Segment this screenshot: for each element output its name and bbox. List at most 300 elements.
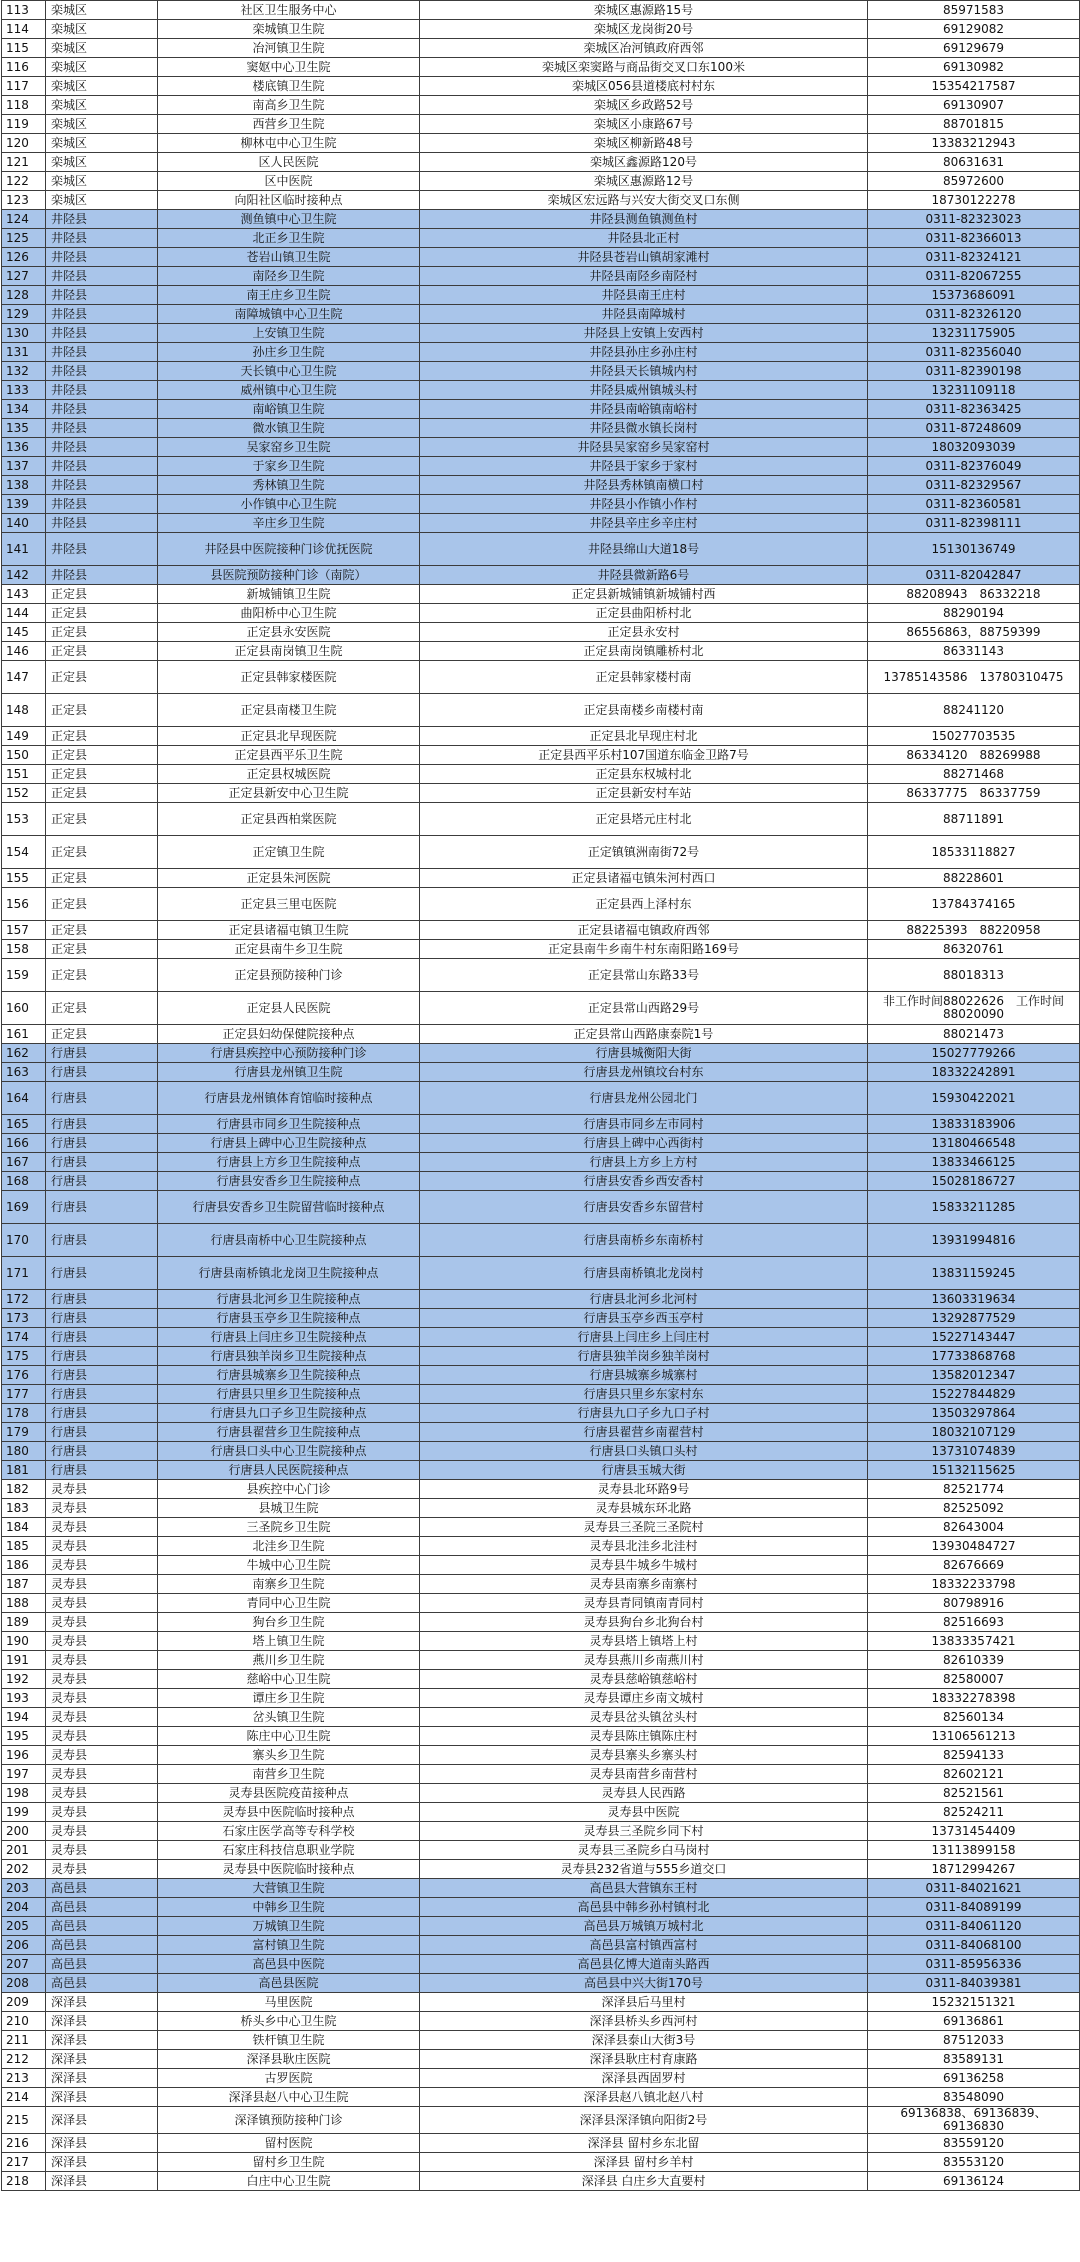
- row-number: 166: [2, 1134, 46, 1153]
- address-cell: 行唐县南桥乡东南桥村: [420, 1224, 868, 1257]
- address-cell: 行唐县城寨乡城寨村: [420, 1366, 868, 1385]
- address-cell: 正定县新城铺镇新城铺村西: [420, 585, 868, 604]
- table-row: [2, 2088, 1080, 2107]
- site-name-cell: 行唐县上闫庄乡卫生院接种点: [158, 1328, 420, 1347]
- table-row: [2, 286, 1080, 305]
- row-number: 128: [2, 286, 46, 305]
- row-number: 176: [2, 1366, 46, 1385]
- row-number: 151: [2, 765, 46, 784]
- phone-cell: 0311-82067255: [868, 267, 1080, 286]
- site-name-cell: 正定镇卫生院: [158, 836, 420, 869]
- phone-cell: 88290194: [868, 604, 1080, 623]
- table-row: [2, 1461, 1080, 1480]
- site-name-cell: 行唐县龙州镇体育馆临时接种点: [158, 1082, 420, 1115]
- address-cell: 灵寿县青同镇南青同村: [420, 1594, 868, 1613]
- phone-cell: 13930484727: [868, 1537, 1080, 1556]
- phone-cell: 0311-82323023: [868, 210, 1080, 229]
- row-number: 190: [2, 1632, 46, 1651]
- row-number: 217: [2, 2153, 46, 2172]
- district-cell: 高邑县: [46, 1898, 158, 1917]
- row-number: 126: [2, 248, 46, 267]
- district-cell: 行唐县: [46, 1423, 158, 1442]
- address-cell: 井陉县辛庄乡辛庄村: [420, 514, 868, 533]
- phone-cell: 87512033: [868, 2031, 1080, 2050]
- district-cell: 深泽县: [46, 2031, 158, 2050]
- site-name-cell: 正定县永安医院: [158, 623, 420, 642]
- address-cell: 栾城区惠源路15号: [420, 1, 868, 20]
- phone-cell: 82602121: [868, 1765, 1080, 1784]
- site-name-cell: 深泽县耿庄医院: [158, 2050, 420, 2069]
- district-cell: 高邑县: [46, 1955, 158, 1974]
- phone-cell: 88241120: [868, 694, 1080, 727]
- district-cell: 灵寿县: [46, 1537, 158, 1556]
- row-number: 207: [2, 1955, 46, 1974]
- table-row: [2, 1423, 1080, 1442]
- row-number: 147: [2, 661, 46, 694]
- phone-cell: 0311-82326120: [868, 305, 1080, 324]
- table-row: [2, 604, 1080, 623]
- address-cell: 栾城区柳新路48号: [420, 134, 868, 153]
- table-row: [2, 2107, 1080, 2134]
- phone-cell: 80631631: [868, 153, 1080, 172]
- district-cell: 栾城区: [46, 172, 158, 191]
- site-name-cell: 深泽镇预防接种门诊: [158, 2107, 420, 2134]
- table-row: [2, 940, 1080, 959]
- site-name-cell: 行唐县人民医院接种点: [158, 1461, 420, 1480]
- district-cell: 灵寿县: [46, 1860, 158, 1879]
- district-cell: 行唐县: [46, 1309, 158, 1328]
- phone-cell: 69136838、69136839、69136830: [868, 2107, 1080, 2134]
- table-row: [2, 514, 1080, 533]
- row-number: 201: [2, 1841, 46, 1860]
- district-cell: 井陉县: [46, 229, 158, 248]
- site-name-cell: 上安镇卫生院: [158, 324, 420, 343]
- phone-cell: 69130982: [868, 58, 1080, 77]
- site-name-cell: 中韩乡卫生院: [158, 1898, 420, 1917]
- table-row: [2, 419, 1080, 438]
- site-name-cell: 北洼乡卫生院: [158, 1537, 420, 1556]
- address-cell: 井陉县微新路6号: [420, 566, 868, 585]
- address-cell: 深泽县赵八镇北赵八村: [420, 2088, 868, 2107]
- address-cell: 灵寿县北环路9号: [420, 1480, 868, 1499]
- address-cell: 行唐县口头镇口头村: [420, 1442, 868, 1461]
- site-name-cell: 万城镇卫生院: [158, 1917, 420, 1936]
- address-cell: 高邑县中韩乡孙村镇村北: [420, 1898, 868, 1917]
- site-name-cell: 苍岩山镇卫生院: [158, 248, 420, 267]
- row-number: 114: [2, 20, 46, 39]
- address-cell: 灵寿县北洼乡北洼村: [420, 1537, 868, 1556]
- table-row: [2, 96, 1080, 115]
- phone-cell: 69129082: [868, 20, 1080, 39]
- table-row: [2, 1224, 1080, 1257]
- phone-cell: 13731454409: [868, 1822, 1080, 1841]
- table-row: [2, 39, 1080, 58]
- table-row: [2, 1172, 1080, 1191]
- site-name-cell: 正定县新安中心卫生院: [158, 784, 420, 803]
- district-cell: 灵寿县: [46, 1784, 158, 1803]
- table-row: [2, 1651, 1080, 1670]
- site-name-cell: 寨头乡卫生院: [158, 1746, 420, 1765]
- district-cell: 栾城区: [46, 134, 158, 153]
- site-name-cell: 孙庄乡卫生院: [158, 343, 420, 362]
- site-name-cell: 井陉县中医院接种门诊优抚医院: [158, 533, 420, 566]
- address-cell: 行唐县市同乡左市同村: [420, 1115, 868, 1134]
- address-cell: 行唐县南桥镇北龙岗村: [420, 1257, 868, 1290]
- address-cell: 井陉县测鱼镇测鱼村: [420, 210, 868, 229]
- address-cell: 行唐县城衡阳大街: [420, 1044, 868, 1063]
- district-cell: 行唐县: [46, 1290, 158, 1309]
- site-name-cell: 灵寿县中医院临时接种点: [158, 1860, 420, 1879]
- address-cell: 高邑县中兴大街170号: [420, 1974, 868, 1993]
- site-name-cell: 慈峪中心卫生院: [158, 1670, 420, 1689]
- phone-cell: 非工作时间88022626 工作时间88020090: [868, 992, 1080, 1025]
- address-cell: 高邑县富村镇西富村: [420, 1936, 868, 1955]
- row-number: 183: [2, 1499, 46, 1518]
- phone-cell: 13292877529: [868, 1309, 1080, 1328]
- site-name-cell: 区人民医院: [158, 153, 420, 172]
- table-row: [2, 1556, 1080, 1575]
- table-row: [2, 746, 1080, 765]
- phone-cell: 80798916: [868, 1594, 1080, 1613]
- phone-cell: 88018313: [868, 959, 1080, 992]
- phone-cell: 69136124: [868, 2172, 1080, 2191]
- district-cell: 行唐县: [46, 1082, 158, 1115]
- table-row: [2, 457, 1080, 476]
- district-cell: 正定县: [46, 746, 158, 765]
- address-cell: 正定县西平乐村107国道东临金卫路7号: [420, 746, 868, 765]
- row-number: 210: [2, 2012, 46, 2031]
- phone-cell: 15132115625: [868, 1461, 1080, 1480]
- district-cell: 井陉县: [46, 419, 158, 438]
- phone-cell: 82594133: [868, 1746, 1080, 1765]
- phone-cell: 15373686091: [868, 286, 1080, 305]
- district-cell: 行唐县: [46, 1134, 158, 1153]
- address-cell: 灵寿县三圣院三圣院村: [420, 1518, 868, 1537]
- district-cell: 行唐县: [46, 1257, 158, 1290]
- address-cell: 井陉县天长镇城内村: [420, 362, 868, 381]
- table-row: [2, 1784, 1080, 1803]
- district-cell: 井陉县: [46, 210, 158, 229]
- table-row: [2, 1366, 1080, 1385]
- district-cell: 正定县: [46, 1025, 158, 1044]
- site-name-cell: 行唐县城寨乡卫生院接种点: [158, 1366, 420, 1385]
- row-number: 175: [2, 1347, 46, 1366]
- district-cell: 行唐县: [46, 1461, 158, 1480]
- phone-cell: 18712994267: [868, 1860, 1080, 1879]
- address-cell: 栾城区惠源路12号: [420, 172, 868, 191]
- row-number: 141: [2, 533, 46, 566]
- table-row: [2, 2153, 1080, 2172]
- phone-cell: 0311-82324121: [868, 248, 1080, 267]
- table-row: [2, 2050, 1080, 2069]
- row-number: 115: [2, 39, 46, 58]
- row-number: 197: [2, 1765, 46, 1784]
- row-number: 212: [2, 2050, 46, 2069]
- table-row: [2, 1442, 1080, 1461]
- address-cell: 高邑县大营镇东王村: [420, 1879, 868, 1898]
- row-number: 148: [2, 694, 46, 727]
- site-name-cell: 古罗医院: [158, 2069, 420, 2088]
- table-row: [2, 694, 1080, 727]
- address-cell: 井陉县南障城村: [420, 305, 868, 324]
- address-cell: 井陉县秀林镇南横口村: [420, 476, 868, 495]
- phone-cell: 0311-84039381: [868, 1974, 1080, 1993]
- address-cell: 灵寿县岔头镇岔头村: [420, 1708, 868, 1727]
- table-row: [2, 191, 1080, 210]
- address-cell: 井陉县上安镇上安西村: [420, 324, 868, 343]
- row-number: 171: [2, 1257, 46, 1290]
- table-row: [2, 2012, 1080, 2031]
- site-name-cell: 石家庄医学高等专科学校: [158, 1822, 420, 1841]
- district-cell: 灵寿县: [46, 1480, 158, 1499]
- phone-cell: 13833466125: [868, 1153, 1080, 1172]
- phone-cell: 83559120: [868, 2134, 1080, 2153]
- address-cell: 行唐县独羊岗乡独羊岗村: [420, 1347, 868, 1366]
- phone-cell: 13383212943: [868, 134, 1080, 153]
- address-cell: 正定县诸福屯镇政府西邻: [420, 921, 868, 940]
- site-name-cell: 石家庄科技信息职业学院: [158, 1841, 420, 1860]
- site-name-cell: 正定县预防接种门诊: [158, 959, 420, 992]
- district-cell: 正定县: [46, 869, 158, 888]
- district-cell: 正定县: [46, 836, 158, 869]
- district-cell: 灵寿县: [46, 1632, 158, 1651]
- row-number: 153: [2, 803, 46, 836]
- row-number: 199: [2, 1803, 46, 1822]
- row-number: 149: [2, 727, 46, 746]
- district-cell: 高邑县: [46, 1936, 158, 1955]
- district-cell: 栾城区: [46, 115, 158, 134]
- table-row: [2, 438, 1080, 457]
- district-cell: 栾城区: [46, 1, 158, 20]
- site-name-cell: 灵寿县医院疫苗接种点: [158, 1784, 420, 1803]
- site-name-cell: 县城卫生院: [158, 1499, 420, 1518]
- table-row: [2, 1518, 1080, 1537]
- site-name-cell: 行唐县南桥镇北龙岗卫生院接种点: [158, 1257, 420, 1290]
- site-name-cell: 正定县朱河医院: [158, 869, 420, 888]
- row-number: 218: [2, 2172, 46, 2191]
- row-number: 179: [2, 1423, 46, 1442]
- district-cell: 高邑县: [46, 1879, 158, 1898]
- phone-cell: 13931994816: [868, 1224, 1080, 1257]
- phone-cell: 15930422021: [868, 1082, 1080, 1115]
- table-row: [2, 1290, 1080, 1309]
- address-cell: 井陉县苍岩山镇胡家滩村: [420, 248, 868, 267]
- table-row: [2, 585, 1080, 604]
- row-number: 211: [2, 2031, 46, 2050]
- table-row: [2, 248, 1080, 267]
- row-number: 158: [2, 940, 46, 959]
- phone-cell: 13231175905: [868, 324, 1080, 343]
- row-number: 193: [2, 1689, 46, 1708]
- district-cell: 深泽县: [46, 1993, 158, 2012]
- table-row: [2, 1115, 1080, 1134]
- row-number: 154: [2, 836, 46, 869]
- site-name-cell: 冶河镇卫生院: [158, 39, 420, 58]
- district-cell: 行唐县: [46, 1224, 158, 1257]
- district-cell: 正定县: [46, 765, 158, 784]
- site-name-cell: 小作镇中心卫生院: [158, 495, 420, 514]
- site-name-cell: 行唐县龙州镇卫生院: [158, 1063, 420, 1082]
- phone-cell: 83553120: [868, 2153, 1080, 2172]
- row-number: 172: [2, 1290, 46, 1309]
- row-number: 198: [2, 1784, 46, 1803]
- table-row: [2, 115, 1080, 134]
- phone-cell: 15028186727: [868, 1172, 1080, 1191]
- phone-cell: 0311-82376049: [868, 457, 1080, 476]
- district-cell: 正定县: [46, 803, 158, 836]
- district-cell: 行唐县: [46, 1044, 158, 1063]
- district-cell: 灵寿县: [46, 1727, 158, 1746]
- row-number: 196: [2, 1746, 46, 1765]
- address-cell: 深泽县后马里村: [420, 1993, 868, 2012]
- table-row: [2, 803, 1080, 836]
- address-cell: 行唐县只里乡东家村东: [420, 1385, 868, 1404]
- district-cell: 井陉县: [46, 495, 158, 514]
- row-number: 186: [2, 1556, 46, 1575]
- row-number: 143: [2, 585, 46, 604]
- phone-cell: 0311-82356040: [868, 343, 1080, 362]
- table-row: [2, 1974, 1080, 1993]
- site-name-cell: 县医院预防接种门诊（南院）: [158, 566, 420, 585]
- table-row: [2, 1328, 1080, 1347]
- district-cell: 行唐县: [46, 1366, 158, 1385]
- district-cell: 井陉县: [46, 381, 158, 400]
- row-number: 168: [2, 1172, 46, 1191]
- address-cell: 灵寿县南营乡南营村: [420, 1765, 868, 1784]
- phone-cell: 88228601: [868, 869, 1080, 888]
- table-row: [2, 921, 1080, 940]
- site-name-cell: 行唐县上碑中心卫生院接种点: [158, 1134, 420, 1153]
- table-row: [2, 869, 1080, 888]
- row-number: 139: [2, 495, 46, 514]
- row-number: 131: [2, 343, 46, 362]
- table-row: [2, 642, 1080, 661]
- phone-cell: 0311-84061120: [868, 1917, 1080, 1936]
- district-cell: 井陉县: [46, 305, 158, 324]
- phone-cell: 86334120 88269988: [868, 746, 1080, 765]
- phone-cell: 13831159245: [868, 1257, 1080, 1290]
- site-name-cell: 行唐县安香乡卫生院接种点: [158, 1172, 420, 1191]
- table-row: [2, 495, 1080, 514]
- table-row: [2, 1347, 1080, 1366]
- table-row: [2, 765, 1080, 784]
- district-cell: 深泽县: [46, 2012, 158, 2031]
- site-name-cell: 秀林镇卫生院: [158, 476, 420, 495]
- district-cell: 行唐县: [46, 1442, 158, 1461]
- phone-cell: 0311-82363425: [868, 400, 1080, 419]
- address-cell: 灵寿县城东环北路: [420, 1499, 868, 1518]
- row-number: 188: [2, 1594, 46, 1613]
- phone-cell: 82580007: [868, 1670, 1080, 1689]
- district-cell: 深泽县: [46, 2153, 158, 2172]
- phone-cell: 15227143447: [868, 1328, 1080, 1347]
- site-name-cell: 行唐县翟营乡卫生院接种点: [158, 1423, 420, 1442]
- address-cell: 行唐县翟营乡南翟营村: [420, 1423, 868, 1442]
- district-cell: 栾城区: [46, 96, 158, 115]
- table-row: [2, 1727, 1080, 1746]
- district-cell: 灵寿县: [46, 1708, 158, 1727]
- phone-cell: 13833183906: [868, 1115, 1080, 1134]
- vaccination-sites-table: [1, 0, 1080, 2191]
- row-number: 159: [2, 959, 46, 992]
- table-row: [2, 1044, 1080, 1063]
- table-row: [2, 1025, 1080, 1044]
- address-cell: 栾城区宏远路与兴安大街交叉口东侧: [420, 191, 868, 210]
- address-cell: 深泽县 留村乡羊村: [420, 2153, 868, 2172]
- address-cell: 正定镇镇洲南街72号: [420, 836, 868, 869]
- row-number: 216: [2, 2134, 46, 2153]
- address-cell: 深泽县桥头乡西河村: [420, 2012, 868, 2031]
- district-cell: 行唐县: [46, 1172, 158, 1191]
- table-row: [2, 267, 1080, 286]
- phone-cell: 0311-87248609: [868, 419, 1080, 438]
- site-name-cell: 大营镇卫生院: [158, 1879, 420, 1898]
- address-cell: 行唐县九口子乡九口子村: [420, 1404, 868, 1423]
- table-row: [2, 1575, 1080, 1594]
- row-number: 215: [2, 2107, 46, 2134]
- site-name-cell: 向阳社区临时接种点: [158, 191, 420, 210]
- address-cell: 栾城区栾窦路与商品街交叉口东100米: [420, 58, 868, 77]
- table-row: [2, 400, 1080, 419]
- row-number: 137: [2, 457, 46, 476]
- district-cell: 井陉县: [46, 343, 158, 362]
- table-row: [2, 1917, 1080, 1936]
- row-number: 130: [2, 324, 46, 343]
- address-cell: 灵寿县南寨乡南寨村: [420, 1575, 868, 1594]
- district-cell: 井陉县: [46, 248, 158, 267]
- phone-cell: 82610339: [868, 1651, 1080, 1670]
- phone-cell: 13180466548: [868, 1134, 1080, 1153]
- district-cell: 栾城区: [46, 191, 158, 210]
- district-cell: 正定县: [46, 921, 158, 940]
- table-row: [2, 1955, 1080, 1974]
- address-cell: 高邑县亿博大道南头路西: [420, 1955, 868, 1974]
- district-cell: 栾城区: [46, 58, 158, 77]
- table-row: [2, 153, 1080, 172]
- site-name-cell: 正定县南楼卫生院: [158, 694, 420, 727]
- table-row: [2, 1765, 1080, 1784]
- row-number: 178: [2, 1404, 46, 1423]
- table-row: [2, 1385, 1080, 1404]
- row-number: 165: [2, 1115, 46, 1134]
- site-name-cell: 南寨乡卫生院: [158, 1575, 420, 1594]
- site-name-cell: 行唐县市同乡卫生院接种点: [158, 1115, 420, 1134]
- site-name-cell: 灵寿县中医院临时接种点: [158, 1803, 420, 1822]
- row-number: 181: [2, 1461, 46, 1480]
- district-cell: 行唐县: [46, 1153, 158, 1172]
- row-number: 125: [2, 229, 46, 248]
- address-cell: 高邑县万城镇万城村北: [420, 1917, 868, 1936]
- district-cell: 正定县: [46, 784, 158, 803]
- row-number: 202: [2, 1860, 46, 1879]
- phone-cell: 86556863，88759399: [868, 623, 1080, 642]
- address-cell: 井陉县于家乡于家村: [420, 457, 868, 476]
- row-number: 132: [2, 362, 46, 381]
- table-row: [2, 566, 1080, 585]
- district-cell: 深泽县: [46, 2134, 158, 2153]
- row-number: 185: [2, 1537, 46, 1556]
- site-name-cell: 正定县妇幼保健院接种点: [158, 1025, 420, 1044]
- table-row: [2, 1708, 1080, 1727]
- site-name-cell: 西营乡卫生院: [158, 115, 420, 134]
- district-cell: 灵寿县: [46, 1499, 158, 1518]
- phone-cell: 15227844829: [868, 1385, 1080, 1404]
- site-name-cell: 曲阳桥中心卫生院: [158, 604, 420, 623]
- address-cell: 井陉县吴家窑乡吴家窑村: [420, 438, 868, 457]
- address-cell: 井陉县南王庄村: [420, 286, 868, 305]
- site-name-cell: 正定县三里屯医院: [158, 888, 420, 921]
- site-name-cell: 南高乡卫生院: [158, 96, 420, 115]
